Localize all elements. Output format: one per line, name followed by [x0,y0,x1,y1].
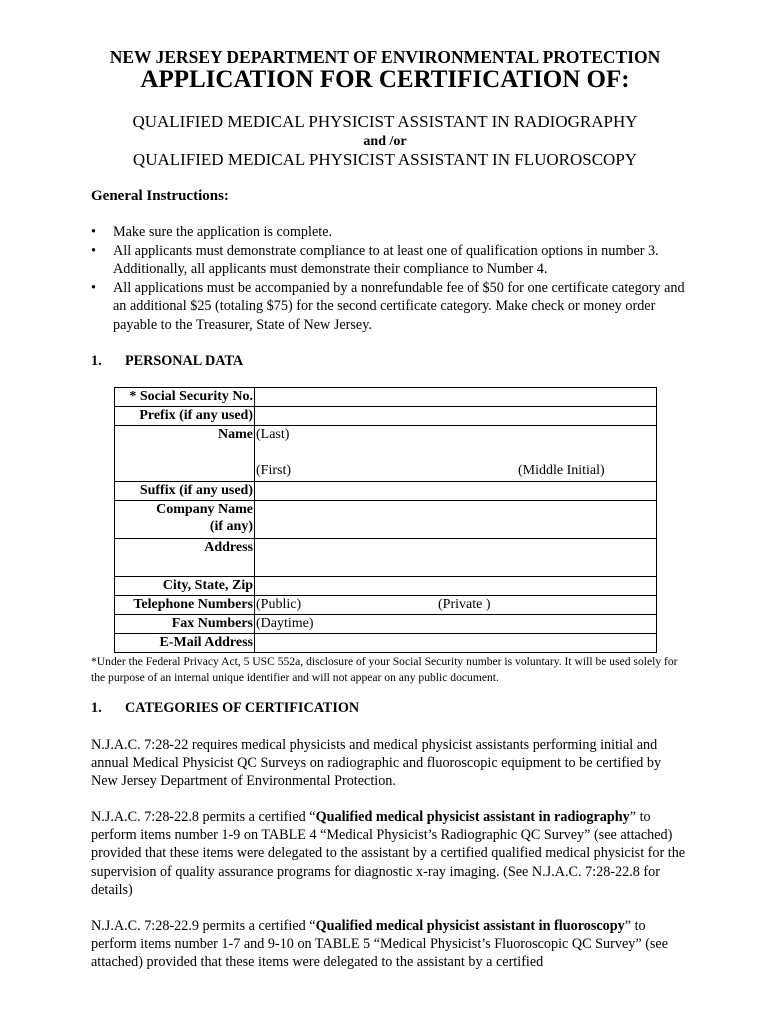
company-label-line2: (if any) [209,519,253,534]
address-label: Address [115,539,255,577]
general-instructions-heading: General Instructions: [91,188,229,204]
prefix-field[interactable] [255,407,657,426]
section-number: 1. [91,353,102,369]
paragraph-text: ” to perform items number 1-9 on TABLE 4 “Medical Physicist’s Radiographic QC Survey” (see attached) provided that these items were delegated to the assistant by a certified qualified medical physicist for the supervision of quality assurance programs for diagnostic x-ray imaging. (See N.J.A.C. 7:28-22.8 for details) [91,809,686,898]
telephone-label: Telephone Numbers [115,596,255,615]
paragraph-text: N.J.A.C. 7:28-22.9 permits a certified “ [91,918,316,934]
paragraph-requirements: N.J.A.C. 7:28-22 requires medical physicists and medical physicist assistants performing initial and annual Medical Physicist QC Surveys on radiographic and fluoroscopic equipment to be certified by New Jersey Department of Environmental Protection. [91,737,662,790]
suffix-label: Suffix (if any used) [115,482,255,501]
paragraph-text: ” to perform items number 1-7 and 9-10 on TABLE 5 “Medical Physicist’s Fluoroscopic QC Survey” (see attached) provided that these items were delegated to the assistant by a certified [91,918,669,971]
paragraph-fluoroscopy [91,917,691,972]
company-field[interactable] [255,501,657,539]
first-name-hint: (First) [256,463,291,478]
instructions-list [91,223,691,334]
ssn-field[interactable] [255,388,657,407]
company-label-line1: Company Name [156,502,253,517]
name-label: Name [115,426,255,482]
list-item: • All applicants must demonstrate compliance to at least one of qualification options in number 3. Additionally, all applicants must demonstrate their compliance to Number 4. [91,242,691,279]
email-label: E-Mail Address [115,634,255,653]
agency-name: NEW JERSEY DEPARTMENT OF ENVIRONMENTAL PROTECTION [109,47,661,67]
city-state-zip-label: City, State, Zip [115,577,255,596]
telephone-field[interactable] [255,596,657,615]
ssn-label: * Social Security No. [115,388,255,407]
section-categories-heading [91,700,491,718]
section-personal-data-heading [91,353,491,371]
address-field[interactable] [255,539,657,577]
paragraph-text: N.J.A.C. 7:28-22.8 permits a certified “ [91,809,316,825]
personal-data-form [114,387,657,653]
private-phone-hint: (Private ) [438,597,491,612]
and-or-label: and /or [363,134,407,149]
name-field[interactable] [255,426,657,482]
public-phone-hint: (Public) [256,597,302,612]
section-title: PERSONAL DATA [125,353,244,369]
section-title: CATEGORIES OF CERTIFICATION [125,700,360,716]
company-label [115,501,255,539]
section-number: 1. [91,700,102,716]
daytime-fax-hint: (Daytime) [256,616,314,631]
radiography-title: Qualified medical physicist assistant in radiography [315,809,630,825]
email-field[interactable] [255,634,657,653]
subtitle-fluoroscopy: QUALIFIED MEDICAL PHYSICIST ASSISTANT IN FLUOROSCOPY [132,150,638,169]
privacy-act-note: *Under the Federal Privacy Act, 5 USC 552a, disclosure of your Social Security number is voluntary. It will be used solely for the purpose of an internal unique identifier and will not appear on any public document. [91,655,678,684]
subtitle-radiography: QUALIFIED MEDICAL PHYSICIST ASSISTANT IN RADIOGRAPHY [132,112,638,131]
last-name-hint: (Last) [256,427,290,442]
fax-field[interactable] [255,615,657,634]
fluoroscopy-title: Qualified medical physicist assistant in fluoroscopy [315,918,625,934]
prefix-label: Prefix (if any used) [115,407,255,426]
list-item: • Make sure the application is complete. [91,223,691,242]
paragraph-radiography [91,808,691,899]
form-title: APPLICATION FOR CERTIFICATION OF: [140,66,630,93]
city-state-zip-field[interactable] [255,577,657,596]
fax-label: Fax Numbers [115,615,255,634]
middle-initial-hint: (Middle Initial) [518,463,605,478]
list-item: • All applications must be accompanied by a nonrefundable fee of $50 for one certificate category and an additional $25 (totaling $75) for the second certificate category. Make check or money order payable to the Treasurer, State of New Jersey. [91,279,691,335]
suffix-field[interactable] [255,482,657,501]
